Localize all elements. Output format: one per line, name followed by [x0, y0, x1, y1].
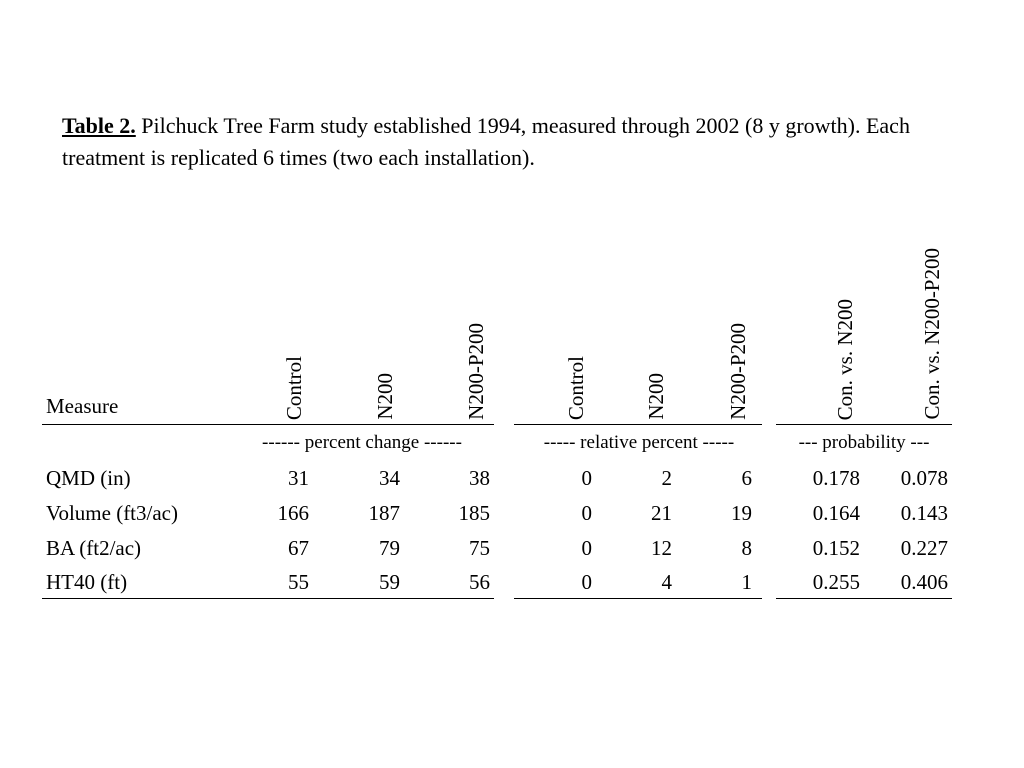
cell: 187	[368, 501, 400, 525]
group-relative-percent: ----- relative percent -----	[543, 432, 735, 453]
header-rp-n200p200: N200-P200	[726, 323, 750, 420]
bottom-rule-left	[42, 598, 494, 599]
bottom-rule-right	[776, 598, 952, 599]
header-pc-control: Control	[282, 355, 306, 420]
header-rule-middle	[514, 424, 762, 425]
cell: 12	[651, 536, 672, 560]
row-label: HT40 (ft)	[46, 570, 128, 594]
cell: 0.255	[812, 570, 860, 594]
cell: 75	[469, 536, 490, 560]
measure-header: Measure	[46, 394, 119, 418]
header-rule-left	[42, 424, 494, 425]
cell: 31	[288, 466, 309, 490]
cell: 2	[661, 466, 672, 490]
row-label: QMD (in)	[46, 466, 131, 490]
cell: 34	[379, 466, 400, 490]
cell: 0.152	[812, 536, 860, 560]
header-rp-n200: N200	[644, 373, 668, 420]
cell: 0.406	[900, 570, 948, 594]
cell: 0.178	[812, 466, 860, 490]
row-label: BA (ft2/ac)	[46, 536, 142, 560]
cell: 0.143	[900, 501, 948, 525]
group-percent-change: ------ percent change ------	[262, 432, 462, 453]
cell: 0.227	[900, 536, 948, 560]
cell: 185	[458, 501, 490, 525]
caption-label: Table 2.	[62, 113, 136, 138]
cell: 0	[581, 466, 592, 490]
header-pr-con-n200: Con. vs. N200	[833, 298, 857, 420]
header-rp-control: Control	[564, 355, 588, 420]
cell: 79	[379, 536, 400, 560]
header-pc-n200p200: N200-P200	[464, 323, 488, 420]
header-rule-right	[776, 424, 952, 425]
cell: 0	[581, 501, 592, 525]
cell: 0.078	[900, 466, 948, 490]
cell: 8	[741, 536, 752, 560]
header-pc-n200: N200	[373, 373, 397, 420]
cell: 55	[288, 570, 309, 594]
cell: 56	[469, 570, 490, 594]
cell: 59	[379, 570, 400, 594]
cell: 166	[277, 501, 309, 525]
cell: 4	[661, 570, 672, 594]
cell: 0	[581, 536, 592, 560]
group-probability: --- probability ---	[798, 432, 930, 453]
row-label: Volume (ft3/ac)	[46, 501, 178, 525]
cell: 0.164	[812, 501, 860, 525]
cell: 1	[741, 570, 752, 594]
cell: 6	[741, 466, 752, 490]
cell: 0	[581, 570, 592, 594]
cell: 19	[731, 501, 752, 525]
bottom-rule-middle	[514, 598, 762, 599]
cell: 21	[651, 501, 672, 525]
header-pr-con-n200p200: Con. vs. N200-P200	[920, 248, 944, 420]
cell: 67	[288, 536, 309, 560]
caption-text: Pilchuck Tree Farm study established 1994, measured through 2002 (8 y growth). Each treatment is replicated 6 times (two each installation).	[62, 113, 910, 170]
cell: 38	[469, 466, 490, 490]
